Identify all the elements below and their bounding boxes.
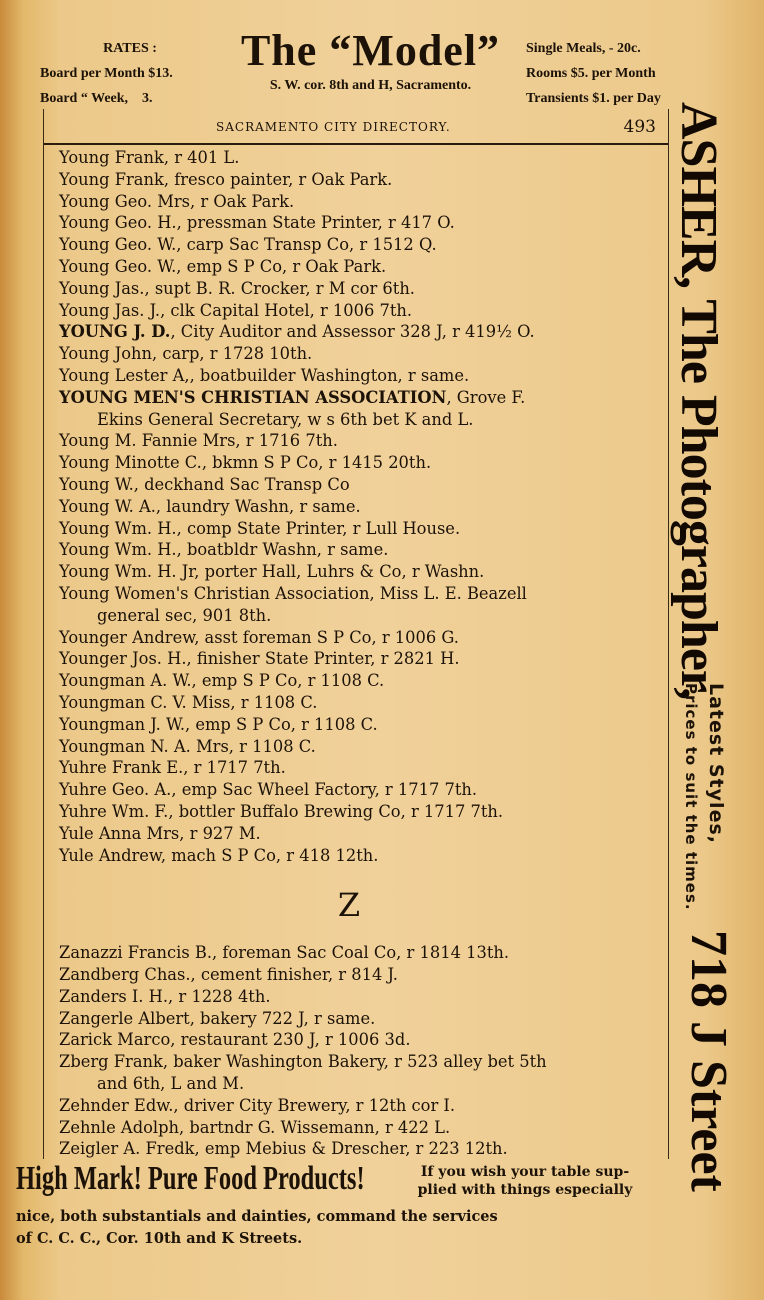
directory-entry [59, 823, 659, 845]
entry-text: Young M. Fannie Mrs, r 1716 7th. [59, 431, 338, 451]
entry-text: Zehnle Adolph, bartndr G. Wissemann, r 422 L. [59, 1117, 451, 1137]
directory-entry [59, 1095, 659, 1117]
directory-entry [59, 539, 659, 561]
wish-text [360, 1163, 690, 1199]
directory-entry [59, 648, 659, 670]
directory-entry [59, 496, 659, 518]
directory-entry [59, 845, 659, 867]
entry-text: Zehnder Edw., driver City Brewery, r 12th cor I. [59, 1095, 456, 1115]
directory-entry [59, 452, 659, 474]
meals-block [526, 36, 716, 111]
directory-title: SACRAMENTO CITY DIRECTORY. [216, 120, 451, 134]
directory-entry [59, 1117, 659, 1139]
entry-text: Zarick Marco, restaurant 230 J, r 1006 3d. [59, 1030, 411, 1050]
directory-entries [59, 147, 659, 1160]
entry-text: Young Minotte C., bkmn S P Co, r 1415 20th. [59, 453, 432, 473]
directory-entry [59, 300, 659, 322]
asher-photographer-ad: ASHER, The Photographer, [670, 102, 727, 700]
running-header [44, 115, 668, 145]
directory-entry [59, 474, 659, 496]
entry-continuation: Ekins General Secretary, w s 6th bet K and L. [97, 409, 474, 429]
directory-entry [59, 518, 659, 540]
entry-text: Younger Andrew, asst foreman S P Co, r 1006 G. [59, 627, 459, 647]
directory-entry [59, 627, 659, 649]
nice-line-1: nice, both substantials and dainties, command the services [16, 1208, 498, 1225]
directory-entry-young-jd [59, 321, 659, 343]
entry-text: Young Women's Christian Association, Miss L. E. Beazell [59, 583, 527, 603]
entry-text: Young Lester A,, boatbuilder Washington, r same. [59, 365, 470, 385]
entry-text: Young Frank, r 401 L. [59, 148, 240, 167]
wish-line-1: If you wish your table sup- [420, 1164, 630, 1180]
directory-entry [59, 942, 659, 964]
directory-entry [59, 365, 659, 387]
entry-text: Yuhre Frank E., r 1717 7th. [59, 758, 286, 778]
entry-text: Zandberg Chas., cement finisher, r 814 J. [59, 965, 398, 985]
wish-line-2: plied with things especially [417, 1182, 633, 1198]
entry-text: Young Geo. H., pressman State Printer, r 417 O. [59, 213, 455, 233]
entry-group-before [59, 147, 659, 321]
directory-entry [59, 583, 659, 627]
rates-title: RATES : [103, 41, 157, 56]
directory-entry [59, 256, 659, 278]
directory-entry [59, 670, 659, 692]
entry-text: Young W. A., laundry Washn, r same. [59, 496, 361, 516]
directory-entry-ymca [59, 387, 659, 431]
meals-single: Single Meals, - 20c. [526, 41, 641, 56]
entry-text: Youngman C. V. Miss, r 1108 C. [59, 692, 318, 712]
directory-entry [59, 1051, 659, 1095]
model-hotel-advertisement [40, 28, 712, 108]
entry-continuation: general sec, 901 8th. [97, 605, 272, 625]
entry-text: Young Geo. W., emp S P Co, r Oak Park. [59, 256, 387, 276]
entry-text: Youngman N. A. Mrs, r 1108 C. [59, 736, 316, 756]
directory-entry [59, 1138, 659, 1160]
entry-text: Young Geo. Mrs, r Oak Park. [59, 191, 295, 211]
entry-group-mid1 [59, 343, 659, 387]
entry-text: Young Jas., supt B. R. Crocker, r M cor 6th. [59, 278, 415, 298]
entry-text: Yule Andrew, mach S P Co, r 418 12th. [59, 845, 379, 865]
nice-text [16, 1206, 706, 1250]
entry-group-z [59, 942, 659, 1160]
directory-entry [59, 1008, 659, 1030]
directory-entry [59, 964, 659, 986]
entry-text: Yuhre Geo. A., emp Sac Wheel Factory, r 1717 7th. [59, 780, 478, 800]
pure-food-advertisement [14, 1160, 704, 1250]
entry-text: Young Geo. W., carp Sac Transp Co, r 1512 Q. [59, 235, 437, 255]
meals-rooms: Rooms $5. per Month [526, 66, 656, 81]
entry-text: Young W., deckhand Sac Transp Co [59, 474, 350, 494]
rates-month: Board per Month $13. [40, 66, 173, 81]
entry-text: Yule Anna Mrs, r 927 M. [59, 823, 261, 843]
entry-text: Young Wm. H. Jr, porter Hall, Luhrs & Co, r Washn. [59, 562, 485, 582]
model-title: The “Model” [240, 26, 501, 75]
entry-text: Young Jas. J., clk Capital Hotel, r 1006 7th. [59, 300, 413, 320]
entry-bold-name: YOUNG MEN'S CHRISTIAN ASSOCIATION [59, 387, 447, 407]
entry-text: Young Wm. H., boatbldr Washn, r same. [59, 540, 389, 560]
directory-box [43, 109, 669, 1159]
section-letter: Z [337, 886, 361, 925]
entry-text: Zberg Frank, baker Washington Bakery, r 523 alley bet 5th [59, 1052, 547, 1072]
entry-text: Young Frank, fresco painter, r Oak Park. [59, 169, 393, 189]
entry-text: Zeigler A. Fredk, emp Mebius & Drescher, r 223 12th. [59, 1139, 508, 1159]
meals-transients: Transients $1. per Day [526, 91, 661, 106]
model-address: S. W. cor. 8th and H, Sacramento. [269, 78, 472, 93]
entry-text: , City Auditor and Assessor 328 J, r 419½ O. [170, 322, 535, 342]
directory-entry [59, 430, 659, 452]
entry-text: Zanders I. H., r 1228 4th. [59, 986, 271, 1006]
rates-week: Board “ Week, 3. [40, 91, 153, 106]
directory-entry [59, 191, 659, 213]
directory-entry [59, 714, 659, 736]
directory-entry [59, 986, 659, 1008]
directory-entry [59, 343, 659, 365]
street-address-ad: 718 J Street [680, 930, 737, 1192]
page-number: 493 [623, 117, 656, 137]
entry-group-mid2 [59, 430, 659, 866]
prices-text: Prices to suit the times. [682, 683, 700, 911]
directory-entry [59, 278, 659, 300]
directory-entry [59, 757, 659, 779]
entry-text: Young John, carp, r 1728 10th. [59, 344, 313, 364]
directory-entry [59, 212, 659, 234]
entry-text: Younger Jos. H., finisher State Printer, r 2821 H. [59, 649, 460, 669]
entry-bold-name: YOUNG J. D. [59, 322, 171, 342]
nice-line-2: of C. C. C., Cor. 10th and K Streets. [16, 1230, 303, 1247]
directory-entry [59, 561, 659, 583]
entry-continuation: and 6th, L and M. [97, 1074, 245, 1094]
rates-block [40, 36, 210, 111]
highmark-title: High Mark! Pure Food Products! [16, 1160, 365, 1197]
directory-entry [59, 736, 659, 758]
entry-text: Yuhre Wm. F., bottler Buffalo Brewing Co, r 1717 7th. [59, 801, 504, 821]
directory-entry [59, 801, 659, 823]
directory-entry [59, 234, 659, 256]
entry-text: Zanazzi Francis B., foreman Sac Coal Co, r 1814 13th. [59, 943, 510, 963]
directory-entry [59, 169, 659, 191]
entry-text: Youngman A. W., emp S P Co, r 1108 C. [59, 671, 385, 691]
directory-entry [59, 692, 659, 714]
directory-entry [59, 779, 659, 801]
directory-entry [59, 147, 659, 169]
entry-text: Zangerle Albert, bakery 722 J, r same. [59, 1008, 376, 1028]
model-block [218, 28, 523, 94]
entry-text: Youngman J. W., emp S P Co, r 1108 C. [59, 714, 378, 734]
directory-entry [59, 1029, 659, 1051]
latest-styles-text: Latest Styles, [705, 683, 727, 844]
entry-text: , Grove F. [446, 387, 526, 407]
entry-text: Young Wm. H., comp State Printer, r Lull House. [59, 518, 461, 538]
